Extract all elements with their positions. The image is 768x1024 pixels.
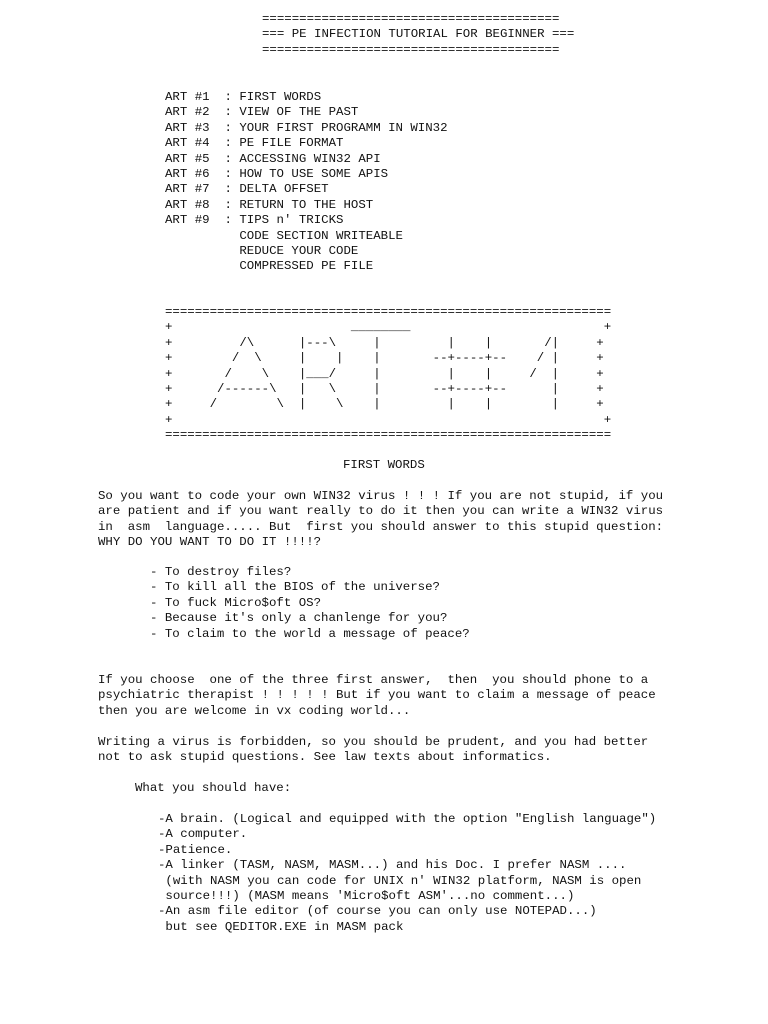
warning-paragraph: Writing a virus is forbidden, so you should be prudent, and you had better not to ask stupid questions. See law texts about informatics. [98, 735, 649, 765]
requirements-list: -A brain. (Logical and equipped with the option "English language") -A computer. -Patience. -A linker (TASM, NASM, MASM...) and his Doc. I prefer NASM .... (with NASM you can code for UNIX n' WIN32 platform, NASM is open source!!!) (MASM means 'Micro$oft ASM'...no comment...) -An asm file editor (of course you can only use NOTEPAD...) but see QEDITOR.EXE in MASM pack [158, 812, 657, 934]
section-heading: FIRST WORDS [343, 458, 425, 472]
table-of-contents: ART #1 : FIRST WORDS ART #2 : VIEW OF THE PAST ART #3 : YOUR FIRST PROGRAMM IN WIN32 ART #4 : PE FILE FORMAT ART #5 : ACCESSING WIN32 API ART #6 : HOW TO USE SOME APIS ART #7 : DELTA OFFSET ART #8 : RETURN TO THE HOST ART #9 : TIPS n' TRICKS CODE SECTION WRITEABLE REDUCE YOUR CODE COMPRESSED PE FILE [165, 90, 448, 274]
document-title-banner: ======================================== === PE INFECTION TUTORIAL FOR BEGINNER === ======================================== [262, 12, 575, 57]
reasons-list: - To destroy files? - To kill all the BIOS of the universe? - To fuck Micro$oft OS? - Because it's only a chanlenge for you? - To claim to the world a message of peace? [150, 565, 470, 641]
ascii-art-banner: ============================================================ + ________ + + /\ |---\ | | | /| + + / \ | | | --+----+-- / | + + / \ |___/ | | | / | + + /------\ | \ | --+----+-- | + + / \ | \ | | | | + + + ============================================================ [165, 305, 612, 443]
requirements-heading: What you should have: [135, 781, 292, 795]
choice-paragraph: If you choose one of the three first answer, then you should phone to a psychiatric therapist ! ! ! ! ! But if you want to claim a message of peace then you are welcome in vx coding world... [98, 673, 656, 718]
intro-paragraph: So you want to code your own WIN32 virus ! ! ! If you are not stupid, if you are patient and if you want really to do it then you can write a WIN32 virus in asm language..... But first you should answer to this stupid question: WHY DO YOU WANT TO DO IT !!!!? [98, 489, 664, 550]
